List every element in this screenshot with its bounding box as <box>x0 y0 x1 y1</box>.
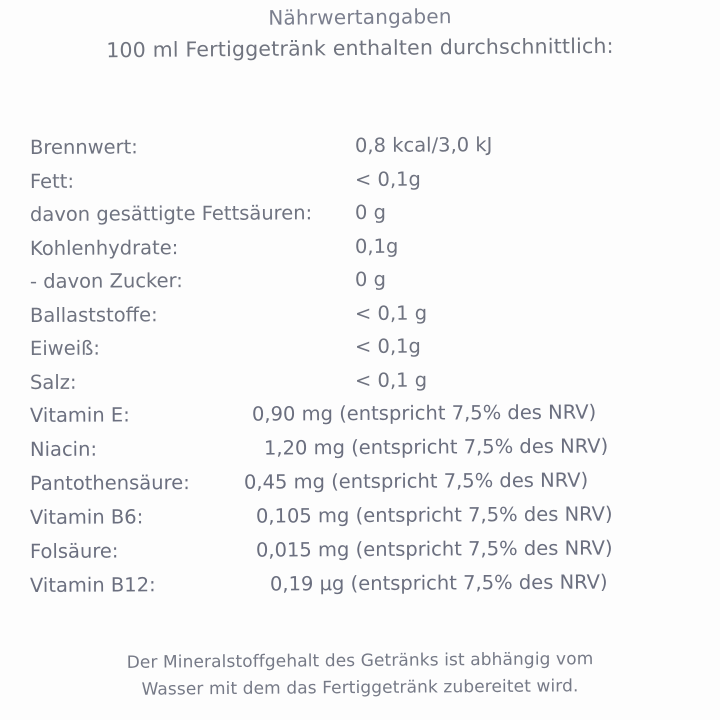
nutrient-name: davon gesättigte Fettsäuren: <box>29 201 313 227</box>
nutrient-value: 0,45 mg (entspricht 7,5% des NRV) <box>243 468 589 494</box>
nutrient-value: < 0,1 g <box>354 368 428 392</box>
mineral-note-line-2: Wasser mit dem das Fertiggetränk zubereitet wird. <box>141 676 579 700</box>
table-row <box>30 366 690 404</box>
table-row <box>30 333 690 371</box>
nutrient-name: Pantothensäure: <box>29 471 190 496</box>
nutrient-value: < 0,1g <box>354 334 421 359</box>
mineral-note-line-1: Der Mineralstoffgehalt des Getränks ist abhängig vom <box>126 648 594 673</box>
table-row <box>30 199 690 237</box>
label-footer <box>0 648 720 702</box>
nutrient-value: < 0,1 g <box>354 301 428 325</box>
nutrient-value: 0,105 mg (entspricht 7,5% des NRV) <box>255 502 613 528</box>
nutrient-name: - davon Zucker: <box>29 269 183 294</box>
nutrient-name: Fett: <box>29 169 75 193</box>
table-row <box>30 132 690 170</box>
nutrient-name: Vitamin E: <box>29 403 130 428</box>
table-row <box>30 468 690 506</box>
nutrient-name: Kohlenhydrate: <box>29 235 179 260</box>
nutrient-name: Folsäure: <box>29 539 119 564</box>
table-row <box>30 165 690 203</box>
table-row <box>30 232 690 270</box>
nutrient-value: 0 g <box>354 267 387 292</box>
nutrient-name: Eiweiß: <box>29 336 101 361</box>
nutrient-table <box>30 134 690 606</box>
nutrient-name: Ballaststoffe: <box>29 302 158 327</box>
label-header <box>0 2 720 65</box>
table-row <box>30 299 690 337</box>
table-row <box>30 570 690 608</box>
table-row <box>30 266 690 304</box>
table-row <box>30 400 690 438</box>
nutrient-value: 0 g <box>354 200 387 225</box>
table-row <box>30 536 690 574</box>
nutrient-value: 0,90 mg (entspricht 7,5% des NRV) <box>251 400 597 426</box>
nutrient-value: 0,19 µg (entspricht 7,5% des NRV) <box>269 570 608 596</box>
nutrition-heading: Nährwertangaben <box>268 4 452 30</box>
nutrient-name: Vitamin B6: <box>29 505 144 530</box>
nutrient-name: Niacin: <box>29 437 98 462</box>
table-row <box>30 502 690 540</box>
nutrient-value: 0,015 mg (entspricht 7,5% des NRV) <box>255 536 613 562</box>
nutrient-value: 1,20 mg (entspricht 7,5% des NRV) <box>263 434 609 460</box>
nutrient-value: 0,8 kcal/3,0 kJ <box>354 133 493 158</box>
nutrient-value: < 0,1g <box>354 167 421 191</box>
nutrient-name: Vitamin B12: <box>29 573 156 598</box>
serving-basis-text: 100 ml Fertiggetränk enthalten durchschnittlich: <box>106 33 614 63</box>
nutrient-name: Brennwert: <box>29 135 138 160</box>
nutrient-name: Salz: <box>29 370 77 394</box>
table-row <box>30 434 690 472</box>
nutrient-value: 0,1g <box>354 234 399 258</box>
